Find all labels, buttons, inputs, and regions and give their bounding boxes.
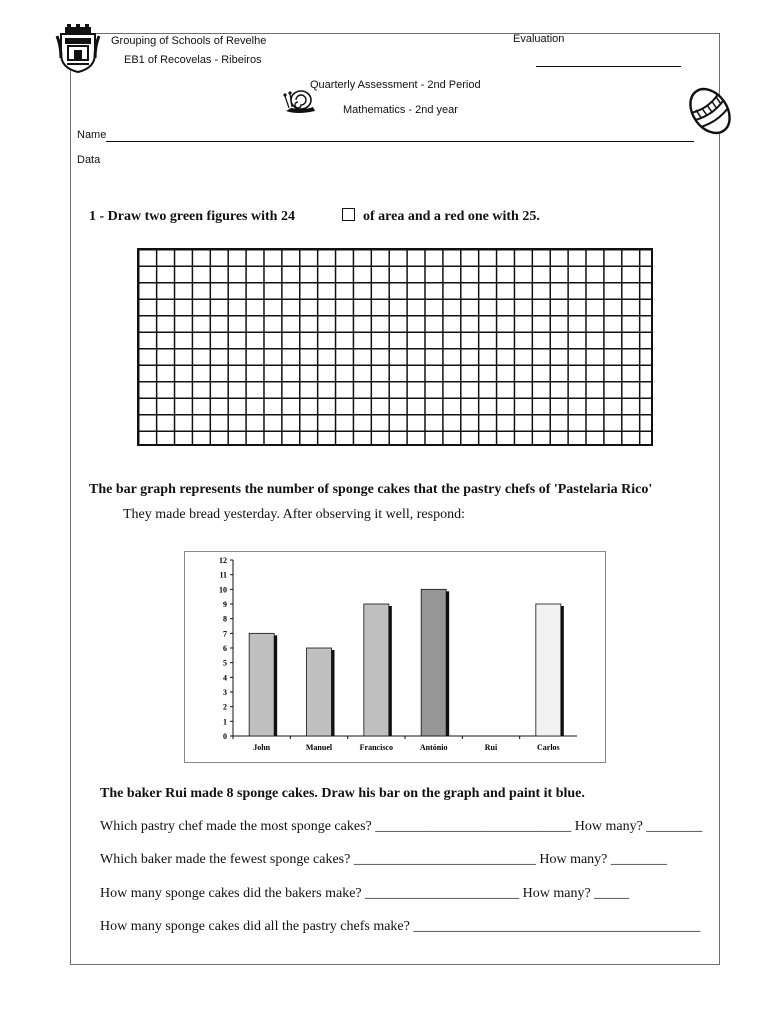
y-tick-label: 11 [219,570,227,580]
y-tick-label: 2 [223,702,227,712]
question-3-text[interactable]: How many sponge cakes did the bakers make? ______________________ [100,886,520,901]
bar-john [249,633,274,736]
question-4-text[interactable]: How many sponge cakes did all the pastry chefs make? _________________________________________ [100,919,701,934]
question-1 [100,819,702,835]
y-tick-label: 6 [223,644,227,653]
name-field[interactable] [106,141,694,142]
bar-carlos [536,604,561,736]
question-4 [100,919,700,935]
question-1-how-many[interactable]: How many? ________ [574,819,703,834]
drawing-grid[interactable] [137,248,653,446]
y-tick-label: 5 [223,658,227,668]
y-tick-label: 8 [223,614,227,624]
x-category-label: António [419,743,448,752]
bar-antónio [421,589,446,736]
y-tick-label: 12 [219,556,227,565]
exercise1-text-before: 1 - Draw two green figures with 24 [89,209,295,224]
bar-chart [185,552,605,762]
bar-francisco [364,604,389,736]
school-name: EB1 of Recovelas - Ribeiros [124,54,262,66]
question-2-how-many[interactable]: How many? ________ [539,852,667,867]
school-crest-logo [55,24,101,74]
question-3-how-many[interactable]: How many? _____ [522,886,630,901]
x-category-label: Rui [484,743,498,752]
date-label: Data [77,154,101,166]
question-2 [100,852,667,868]
bar-manuel [307,648,332,736]
question-3 [100,886,629,902]
exercise1-text-after: of area and a red one with 25. [363,209,540,224]
y-tick-label: 4 [223,673,227,683]
evaluation-line[interactable] [536,66,681,67]
y-tick-label: 10 [219,585,227,595]
chart-intro-line1: The bar graph represents the number of sponge cakes that the pastry chefs of 'Pastelaria Rico' [89,482,653,497]
y-tick-label: 9 [223,600,227,609]
x-category-label: Francisco [359,743,393,752]
rui-instruction: The baker Rui made 8 sponge cakes. Draw his bar on the graph and paint it blue. [100,786,585,801]
question-1-text[interactable]: Which pastry chef made the most sponge cakes? ____________________________ [100,819,572,834]
y-tick-label: 3 [223,688,227,697]
x-category-label: Carlos [536,743,560,752]
y-tick-label: 7 [223,629,227,639]
bar-chart-frame [184,551,606,763]
subject-title: Mathematics - 2nd year [343,104,458,116]
evaluation-label: Evaluation [513,33,565,45]
x-category-label: John [253,743,271,752]
y-tick-label: 1 [223,717,227,727]
chart-intro-line2: They made bread yesterday. After observing it well, respond: [123,507,465,522]
name-label: Name [77,129,107,141]
assessment-title: Quarterly Assessment - 2nd Period [310,79,481,91]
easter-egg-icon [683,84,737,138]
y-tick-label: 0 [223,732,227,741]
question-2-text[interactable]: Which baker made the fewest sponge cakes? __________________________ [100,852,536,867]
x-category-label: Manuel [305,743,333,752]
school-group-name: Grouping of Schools of Revelhe [111,35,267,47]
unit-square-icon [342,208,355,221]
